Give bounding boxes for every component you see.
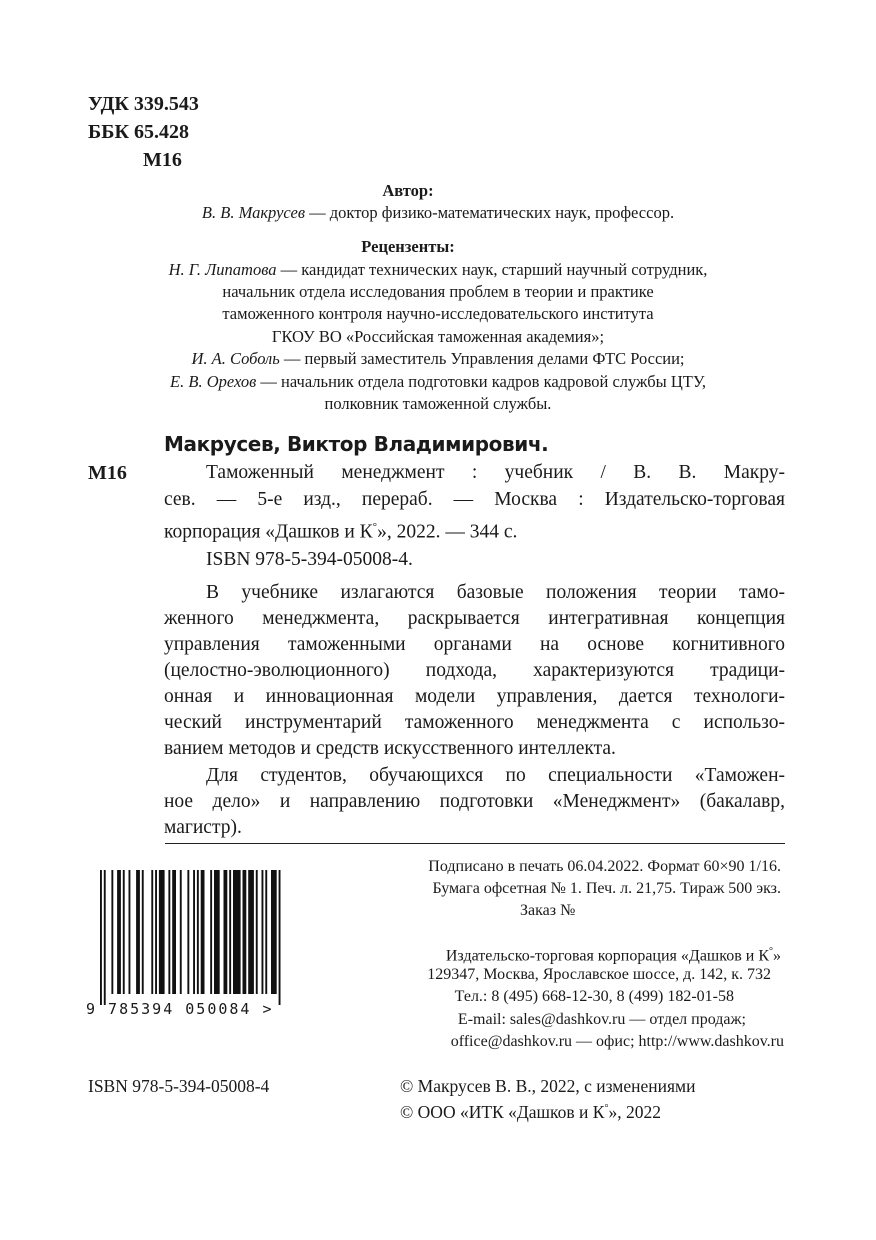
catalog-title-line-1: Таможенный менеджмент : учебник / В. В. Макру- bbox=[206, 462, 785, 483]
catalog-title-line-2: сев. — 5-е изд., перераб. — Москва : Издательско-торговая bbox=[164, 489, 785, 510]
barcode-bar bbox=[201, 870, 205, 994]
barcode-bar bbox=[104, 870, 106, 1005]
copyright-publisher: © ООО «ИТК «Дашков и К°», 2022 bbox=[400, 1101, 661, 1122]
barcode-bar bbox=[214, 870, 220, 994]
barcode-bar bbox=[136, 870, 140, 994]
reviewer-1-line-2: начальник отдела исследования проблем в теории и практике bbox=[222, 282, 654, 301]
barcode-bar bbox=[117, 870, 121, 994]
author-heading: Автор: bbox=[382, 181, 434, 200]
catalog-isbn: ISBN 978-5-394-05008-4. bbox=[206, 549, 413, 570]
publisher-web: office@dashkov.ru — офис; http://www.dashkov.ru bbox=[450, 1033, 784, 1050]
abstract-line-7: ванием методов и средств искусственного интеллекта. bbox=[164, 738, 616, 759]
barcode-bar bbox=[159, 870, 165, 994]
author-name: В. В. Макрусев bbox=[201, 203, 305, 222]
reviewer-2-line: И. А. Соболь — первый заместитель Управления делами ФТС России; bbox=[191, 349, 685, 368]
barcode-bar bbox=[180, 870, 182, 994]
abstract-line-6: ческий инструментарий таможенного менеджмента с использо- bbox=[164, 712, 785, 733]
reviewer-2-name: И. А. Соболь bbox=[191, 349, 280, 368]
barcode-bar bbox=[193, 870, 195, 994]
reviewer-1-line-4: ГКОУ ВО «Российская таможенная академия»; bbox=[271, 327, 605, 346]
barcode-bar bbox=[248, 870, 254, 994]
barcode-bar bbox=[187, 870, 189, 994]
barcode-bar bbox=[243, 870, 247, 994]
divider-rule bbox=[165, 843, 785, 844]
barcode-bar bbox=[271, 870, 277, 994]
reviewer-1-line-1: Н. Г. Липатова — кандидат технических наук, старший научный сотрудник, bbox=[168, 260, 708, 279]
imprint-line-2: Бумага офсетная № 1. Печ. л. 21,75. Тираж 500 экз. bbox=[432, 880, 781, 897]
reviewer-1-name: Н. Г. Липатова bbox=[168, 260, 277, 279]
abstract-line-1: В учебнике излагаются базовые положения теории тамо- bbox=[206, 582, 785, 603]
barcode-bar bbox=[151, 870, 153, 994]
catalog-title-line-3: корпорация «Дашков и К°», 2022. — 344 с. bbox=[164, 521, 518, 543]
publisher-name: Издательско-торговая корпорация «Дашков и К°» bbox=[445, 946, 781, 965]
barcode-bar bbox=[111, 870, 113, 994]
barcode-bar bbox=[262, 870, 264, 994]
barcode-bar bbox=[142, 870, 144, 994]
barcode-bar bbox=[279, 870, 281, 1005]
audience-line-3: магистр). bbox=[164, 817, 242, 838]
publisher-phone: Тел.: 8 (495) 668-12-30, 8 (499) 182-01-58 bbox=[454, 988, 734, 1005]
reviewer-3-name: Е. В. Орехов bbox=[170, 372, 257, 391]
reviewer-3-line-1: Е. В. Орехов — начальник отдела подготовки кадров кадровой службы ЦТУ, bbox=[170, 372, 706, 391]
barcode-bar bbox=[100, 870, 102, 1005]
audience-line-2: ное дело» и направлению подготовки «Менеджмент» (бакалавр, bbox=[164, 791, 785, 812]
audience-line-1: Для студентов, обучающихся по специальности «Таможен- bbox=[206, 765, 785, 786]
publisher-address: 129347, Москва, Ярославское шоссе, д. 142, к. 732 bbox=[427, 966, 771, 983]
isbn-barcode bbox=[86, 862, 286, 1022]
catalog-author-heading: Макрусев, Виктор Владимирович. bbox=[164, 432, 549, 456]
reviewer-1-line-3: таможенного контроля научно-исследовательского института bbox=[222, 304, 654, 323]
catalog-mark: М16 bbox=[88, 462, 127, 484]
author-line: В. В. Макрусев — доктор физико-математических наук, профессор. bbox=[201, 203, 675, 222]
bbk-code: ББК 65.428 bbox=[88, 121, 189, 143]
abstract-line-2: женного менеджмента, раскрывается интегративная концепция bbox=[164, 608, 785, 629]
barcode-bar bbox=[210, 870, 212, 994]
barcode-bar bbox=[168, 870, 170, 994]
abstract-line-3: управления таможенными органами на основе когнитивного bbox=[164, 634, 785, 655]
barcode-bar bbox=[197, 870, 199, 994]
barcode-bar bbox=[256, 870, 258, 994]
author-mark-code: М16 bbox=[143, 149, 182, 171]
reviewer-3-line-2: полковник таможенной службы. bbox=[324, 394, 552, 413]
footer-isbn: ISBN 978-5-394-05008-4 bbox=[88, 1076, 270, 1096]
barcode-bar bbox=[224, 870, 228, 994]
copyright-author: © Макрусев В. В., 2022, с изменениями bbox=[400, 1076, 696, 1096]
abstract-line-4: (целостно-эволюционного) подхода, характеризуются традици- bbox=[164, 660, 785, 681]
reviewers-heading: Рецензенты: bbox=[361, 237, 455, 256]
udk-code: УДК 339.543 bbox=[88, 93, 199, 115]
barcode-bar bbox=[172, 870, 176, 994]
imprint-line-1: Подписано в печать 06.04.2022. Формат 60×90 1/16. bbox=[428, 858, 781, 875]
barcode-bar bbox=[265, 870, 267, 994]
barcode-bar bbox=[229, 870, 231, 994]
publisher-email: E-mail: sales@dashkov.ru — отдел продаж; bbox=[457, 1011, 746, 1028]
barcode-digits: 9 785394 050084 > bbox=[86, 1000, 274, 1018]
barcode-bar bbox=[129, 870, 131, 994]
barcode-bar bbox=[233, 870, 241, 994]
barcode-bar bbox=[155, 870, 157, 994]
barcode-bar bbox=[123, 870, 125, 994]
imprint-order: Заказ № bbox=[520, 902, 576, 919]
abstract-line-5: онная и инновационная модели управления, дается технологи- bbox=[164, 686, 785, 707]
barcode-bars bbox=[100, 870, 300, 1005]
